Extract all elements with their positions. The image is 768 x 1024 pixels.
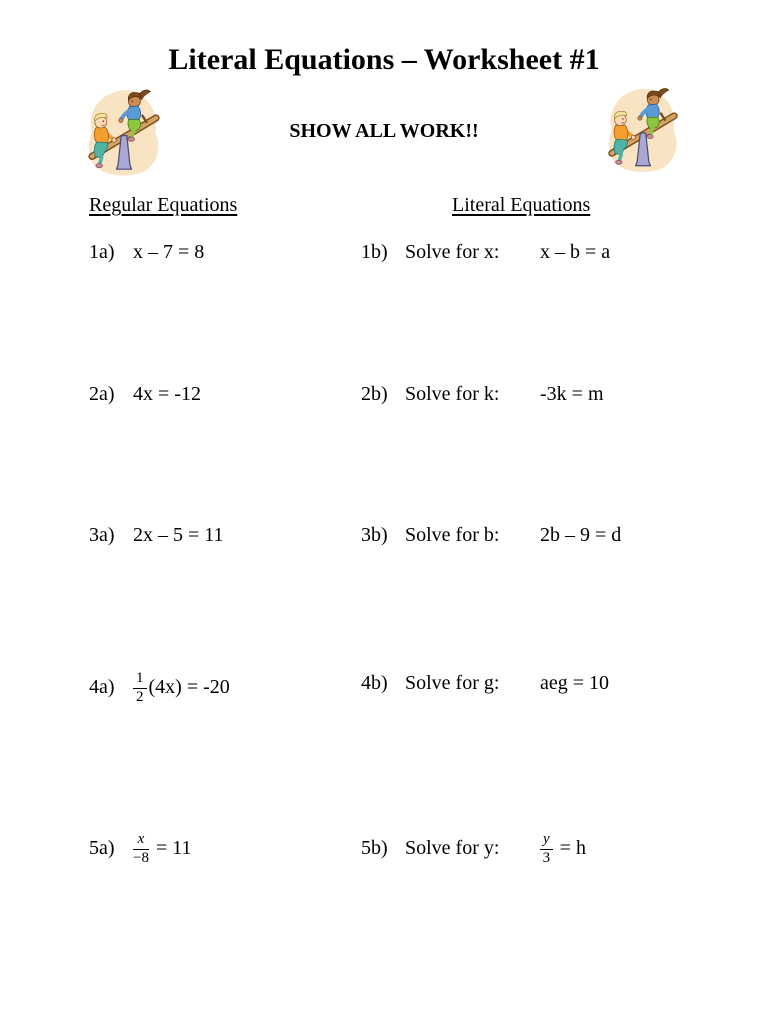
problem-2a	[89, 382, 201, 406]
solve-instruction: Solve for g:	[405, 672, 500, 694]
solve-instruction: Solve for y:	[405, 837, 500, 860]
left-column-header: Regular Equations	[89, 194, 238, 216]
equation: x – b = a	[540, 241, 611, 263]
problem-3a	[89, 523, 224, 547]
fraction-denominator: 2	[136, 689, 144, 706]
problem-label: 3a)	[89, 524, 115, 546]
equation: -3k = m	[540, 383, 604, 405]
equation	[133, 831, 192, 867]
fraction	[133, 832, 149, 867]
fraction	[540, 832, 553, 867]
subtitle: SHOW ALL WORK!!	[289, 120, 479, 142]
solve-instruction: Solve for b:	[405, 524, 500, 546]
fraction-numerator: 1	[133, 671, 147, 689]
equation-after-fraction: (4x) = -20	[148, 676, 230, 699]
problem-label: 1b)	[361, 241, 388, 263]
problem-label: 4a)	[89, 676, 115, 699]
equation: 2b – 9 = d	[540, 524, 622, 546]
problem-1a	[89, 240, 204, 264]
problem-label: 1a)	[89, 241, 115, 263]
problem-label: 2a)	[89, 383, 115, 405]
fraction	[133, 671, 147, 706]
equation: x – 7 = 8	[133, 241, 205, 263]
solve-instruction: Solve for k:	[405, 383, 500, 405]
problem-label: 3b)	[361, 524, 388, 546]
fraction-numerator: x	[133, 832, 149, 850]
equation: 4x = -12	[133, 383, 201, 405]
problem-label: 5a)	[89, 837, 115, 860]
problem-2b	[361, 382, 604, 406]
page-title: Literal Equations – Worksheet #1	[168, 43, 600, 76]
fraction-numerator: y	[540, 832, 553, 850]
problem-1b	[361, 240, 610, 264]
fraction-denominator: −8	[133, 850, 149, 867]
right-column-header: Literal Equations	[452, 194, 591, 216]
problem-4a	[89, 671, 230, 706]
problem-5a	[89, 832, 192, 867]
equation: 2x – 5 = 11	[133, 524, 224, 546]
problem-label: 2b)	[361, 383, 388, 405]
problem-label: 4b)	[361, 672, 388, 694]
problem-label: 5b)	[361, 837, 388, 860]
equation	[540, 831, 586, 867]
problem-4b	[361, 671, 609, 695]
solve-instruction: Solve for x:	[405, 241, 500, 263]
fraction-denominator: 3	[542, 850, 551, 867]
equation-after-fraction: = h	[559, 837, 586, 860]
equation: aeg = 10	[540, 672, 610, 694]
equation-after-fraction: = 11	[155, 837, 192, 860]
problem-3b	[361, 523, 621, 547]
problem-5b	[361, 832, 586, 867]
equation	[133, 670, 230, 706]
